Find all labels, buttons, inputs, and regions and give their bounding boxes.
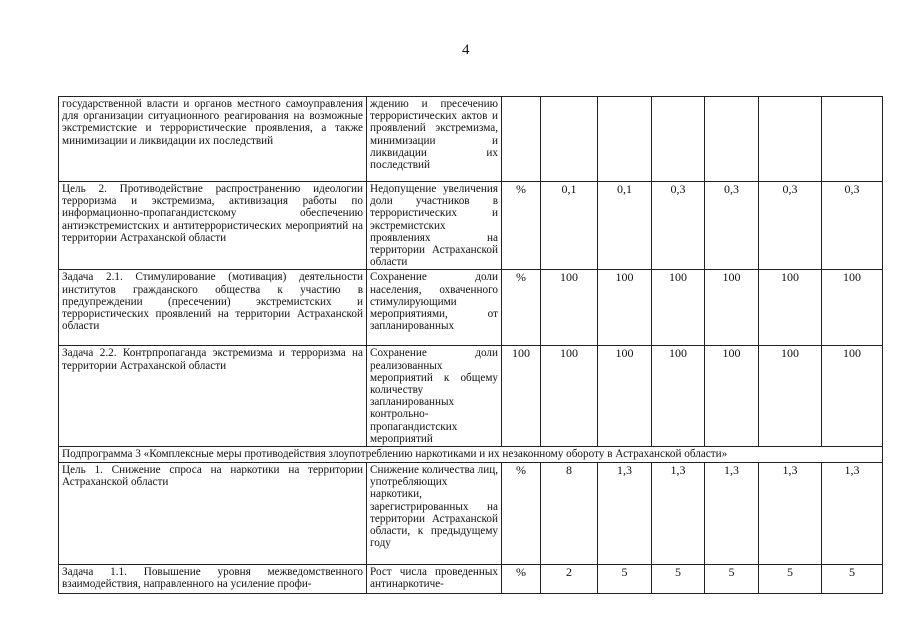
indicators-table [58,96,883,594]
unit-cell: % [502,270,541,346]
value-cell: 5 [652,565,705,594]
value-cell: 100 [705,346,759,447]
row-description: Задача 2.2. Контрпропаганда экстремизма и терроризма на территории Астраханской области [59,346,367,447]
table-row [59,346,883,447]
value-cell: 0,1 [598,182,652,270]
value-cell: 0,3 [705,182,759,270]
row-indicator: Снижение количества лиц, употребляющих наркотики, зарегистрированных на территории Астраханской области, к предыдущему году [367,463,502,565]
value-cell: 5 [598,565,652,594]
value-cell [598,97,652,182]
row-description: государственной власти и органов местного самоуправления для организации ситуационного реагирования на возможные экстремистские и террористические проявления, а также минимизации и ликвидации их последствий [59,97,367,182]
value-cell: 1,3 [652,463,705,565]
value-cell: 100 [759,346,822,447]
value-cell [705,97,759,182]
row-indicator: ждению и пресечению террористических актов и проявлений экстремизма, минимизации и ликвидации их последствий [367,97,502,182]
row-description: Задача 1.1. Повышение уровня межведомственного взаимодействия, направленного на усиление профи- [59,565,367,594]
value-cell: 1,3 [759,463,822,565]
table-row [59,463,883,565]
value-cell: 5 [822,565,883,594]
value-cell: 0,3 [759,182,822,270]
row-indicator: Рост числа проведенных антинаркотиче- [367,565,502,594]
value-cell [652,97,705,182]
value-cell [822,97,883,182]
value-cell: 100 [705,270,759,346]
value-cell: 100 [541,270,598,346]
value-cell: 2 [541,565,598,594]
value-cell: 1,3 [822,463,883,565]
value-cell: 0,3 [822,182,883,270]
value-cell: 8 [541,463,598,565]
unit-cell [502,97,541,182]
value-cell: 100 [652,346,705,447]
subprogram-row [59,447,883,463]
row-indicator: Сохранение доли реализованных мероприятий к общему количеству запланированных контрольно-пропагандистских мероприятий [367,346,502,447]
subprogram-title: Подпрограмма 3 «Комплексные меры противодействия злоупотреблению наркотиками и их незаконному обороту в Астраханской области» [59,447,883,463]
row-indicator: Недопущение увеличения доли участников в террористических и экстремистских проявлениях на территории Астраханской области [367,182,502,270]
table-row [59,182,883,270]
row-description: Задача 2.1. Стимулирование (мотивация) деятельности институтов гражданского общества к участию в предупреждении (пресечении) экстремистских и террористических проявлений на территории Астраханской области [59,270,367,346]
value-cell: 1,3 [598,463,652,565]
value-cell [541,97,598,182]
value-cell: 5 [759,565,822,594]
unit-cell: % [502,182,541,270]
value-cell: 100 [541,346,598,447]
unit-cell: % [502,565,541,594]
table-row [59,565,883,594]
value-cell: 0,3 [652,182,705,270]
value-cell: 100 [822,346,883,447]
value-cell: 1,3 [705,463,759,565]
row-description: Цель 2. Противодействие распространению идеологии терроризма и экстремизма, активизация работы по информационно-пропагандистскому обеспечению антиэкстремистских и антитеррористических мероприятий на территории Астраханской области [59,182,367,270]
table-row [59,97,883,182]
value-cell: 100 [652,270,705,346]
value-cell: 100 [822,270,883,346]
row-description: Цель 1. Снижение спроса на наркотики на территории Астраханской области [59,463,367,565]
table-row [59,270,883,346]
unit-cell: 100 [502,346,541,447]
value-cell: 100 [598,270,652,346]
page-number: 4 [462,42,470,58]
unit-cell: % [502,463,541,565]
value-cell [759,97,822,182]
value-cell: 100 [598,346,652,447]
row-indicator: Сохранение доли населения, охваченного стимулирующими мероприятиями, от запланированных [367,270,502,346]
value-cell: 0,1 [541,182,598,270]
value-cell: 100 [759,270,822,346]
value-cell: 5 [705,565,759,594]
